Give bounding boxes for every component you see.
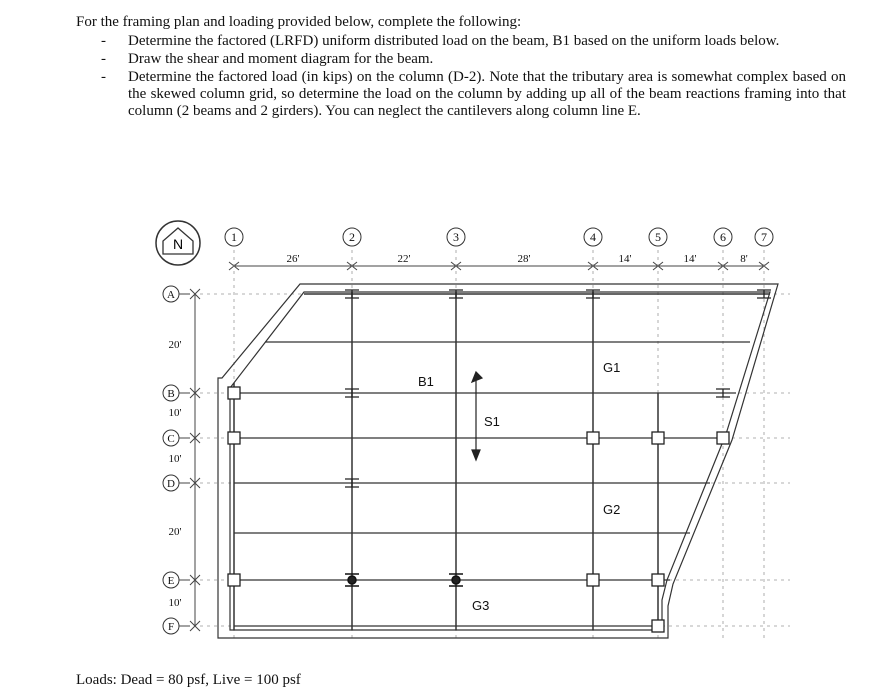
bullet-dash: - (101, 33, 106, 49)
grid-label-col-1: 1 (231, 230, 237, 244)
bullet-dash: - (101, 51, 106, 67)
slab-edge (218, 284, 778, 638)
grid-label-row-e: E (167, 575, 175, 587)
box-columns (228, 387, 729, 632)
grid-label-row-d: D (167, 478, 175, 490)
dimension-label: 14' (683, 253, 697, 265)
dimension-label: 10' (168, 453, 182, 465)
grid-label-row-a: A (167, 289, 175, 301)
grid-label-row-b: B (167, 388, 175, 400)
grid-label-col-5: 5 (655, 230, 661, 244)
task-text: Draw the shear and moment diagram for the beam. (128, 51, 434, 67)
member-label-b1: B1 (418, 374, 434, 389)
problem-intro: For the framing plan and loading provided below, complete the following: (76, 14, 522, 30)
north-label: N (172, 236, 184, 252)
loads-text: Loads: Dead = 80 psf, Live = 100 psf (76, 672, 301, 688)
member-label-g3: G3 (472, 598, 490, 613)
grid-label-col-6: 6 (720, 230, 726, 244)
dimension-label: 20' (168, 526, 182, 538)
deck-span-arrow (472, 372, 482, 460)
column-grid-bubbles (225, 228, 773, 246)
task-text: Determine the factored (LRFD) uniform distributed load on the beam, B1 based on the uniform loads below. (128, 33, 780, 49)
north-arrow-icon (156, 221, 200, 265)
task-text: Determine the factored load (in kips) on the column (D-2). Note that the tributary area is somewhat complex based on the skewed column grid, so determine the load on the column by adding up all of the beam reactions framing into that column (2 beams and 2 girders). You can neglect the cantilevers along column line E. (128, 69, 846, 119)
member-label-g1: G1 (603, 360, 621, 375)
grid-label-col-7: 7 (761, 230, 767, 244)
member-label-g2: G2 (603, 502, 621, 517)
grid-label-col-2: 2 (349, 230, 355, 244)
dimension-label: 28' (517, 253, 531, 265)
bullet-dash: - (101, 69, 106, 85)
dimension-label: 8' (740, 253, 748, 265)
dimension-label: 10' (168, 407, 182, 419)
left-dimension-line (179, 289, 200, 631)
column-markers (345, 290, 771, 487)
dimension-label: 22' (397, 253, 411, 265)
dimension-label: 20' (168, 339, 182, 351)
grid-lines (200, 250, 790, 640)
grid-label-row-f: F (167, 621, 175, 633)
dimension-label: 14' (618, 253, 632, 265)
grid-label-col-4: 4 (590, 230, 596, 244)
dimension-label: 26' (286, 253, 300, 265)
grid-label-col-3: 3 (453, 230, 459, 244)
dimension-label: 10' (168, 597, 182, 609)
grid-label-row-c: C (167, 433, 175, 445)
member-label-s1: S1 (484, 414, 500, 429)
